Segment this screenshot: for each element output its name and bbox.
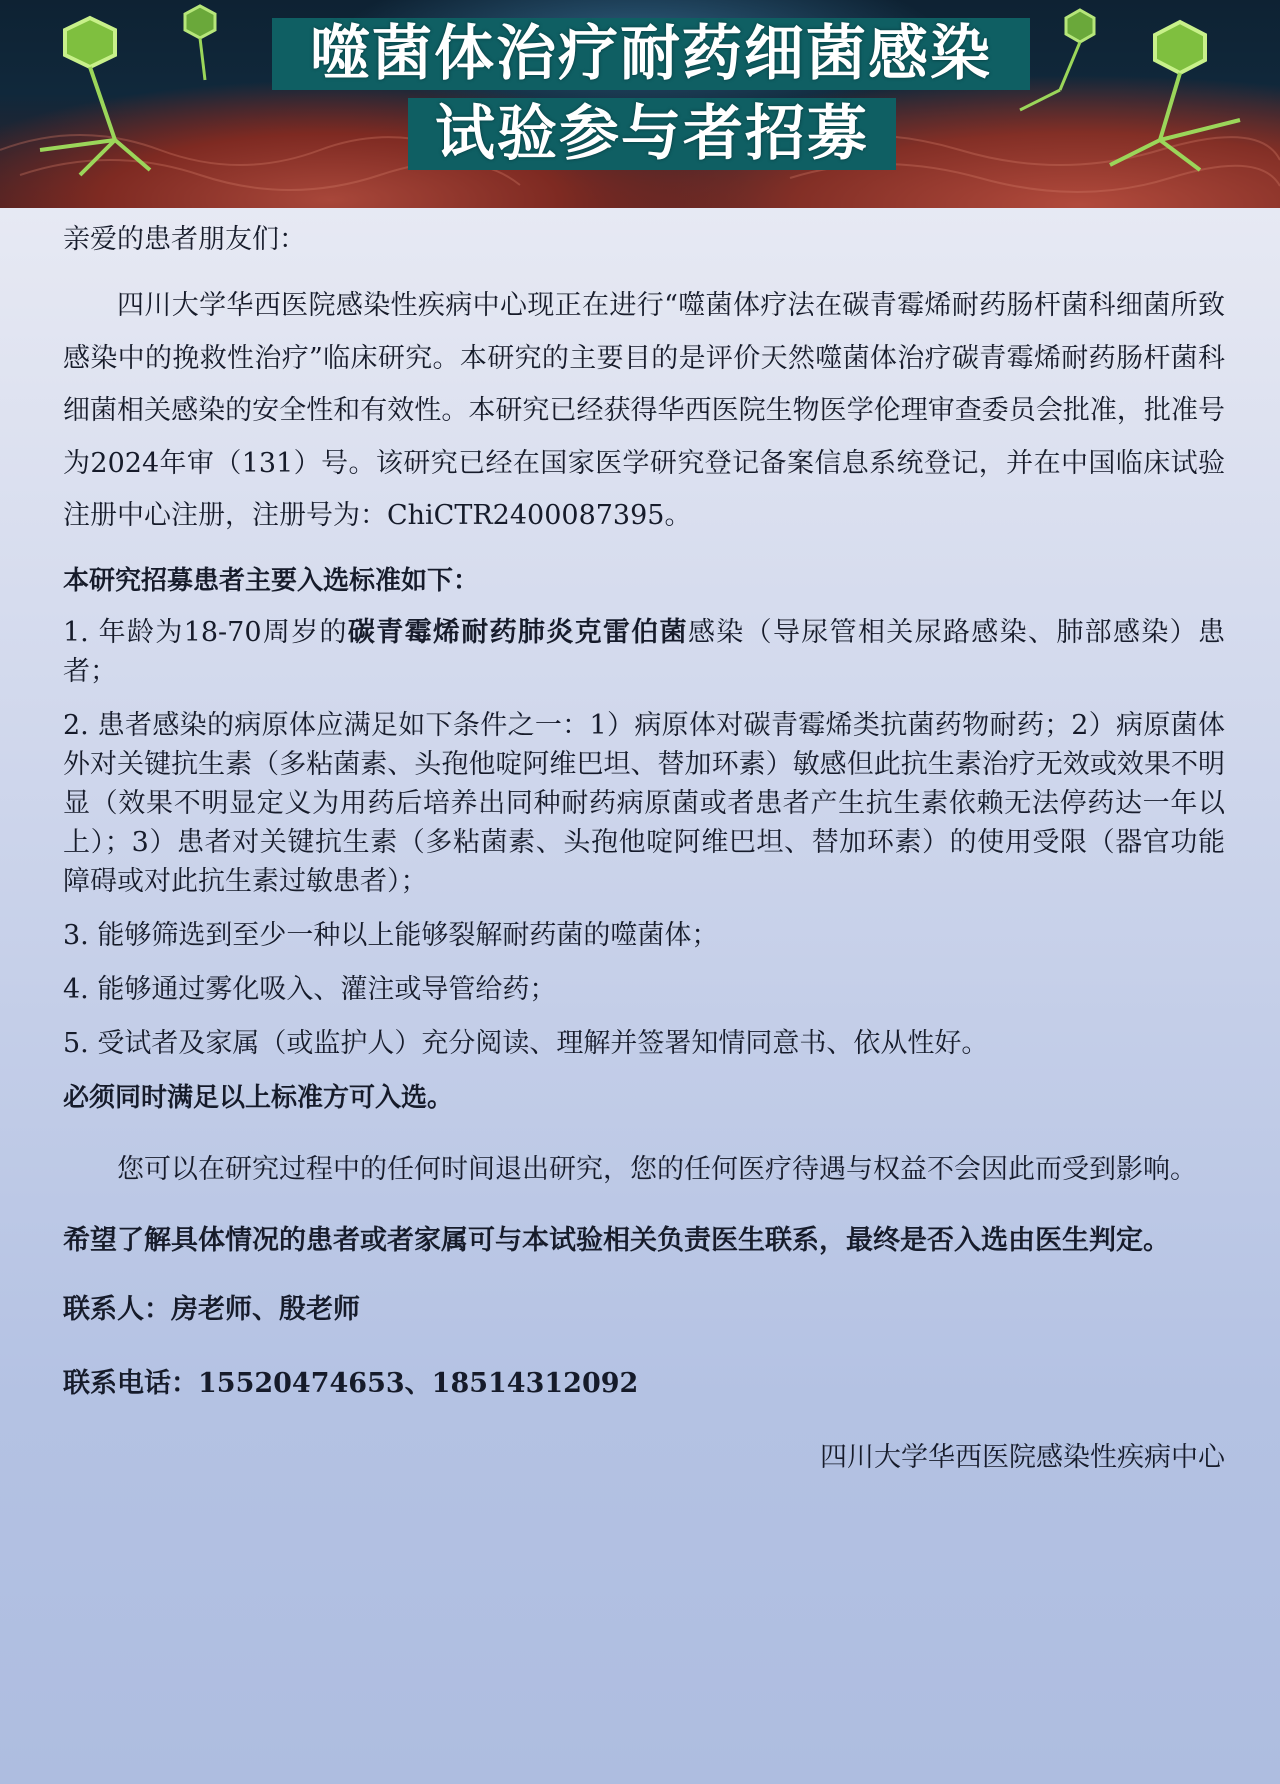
contact-phone: 联系电话：15520474653、18514312092 <box>63 1368 639 1399</box>
intro-paragraph: 四川大学华西医院感染性疾病中心现正在进行“噬菌体疗法在碳青霉烯耐药肠杆菌科细菌所致感染中的挽救性治疗”临床研究。本研究的主要目的是评价天然噬菌体治疗碳青霉烯耐药肠杆菌科细菌相关感染的安全性和有效性。本研究已经获得华西医院生物医学伦理审查委员会批准，批准号为2024年审（131）号。该研究已经在国家医学研究登记备案信息系统登记，并在中国临床试验注册中心注册，注册号为：ChiCTR2400087395。 <box>63 290 1225 531</box>
greeting: 亲爱的患者朋友们： <box>63 224 306 255</box>
must-meet-note: 必须同时满足以上标准方可入选。 <box>63 1082 454 1113</box>
signature: 四川大学华西医院感染性疾病中心 <box>820 1442 1225 1473</box>
criteria-list <box>63 613 1225 1063</box>
page-subtitle: 试验参与者招募 <box>408 98 896 170</box>
phage-right-icon <box>1110 22 1240 170</box>
header-banner <box>0 0 1280 208</box>
phage-left-icon <box>40 18 150 175</box>
page-title: 噬菌体治疗耐药细菌感染 <box>272 18 1030 90</box>
criterion-3: 3. 能够筛选到至少一种以上能够裂解耐药菌的噬菌体； <box>63 919 719 951</box>
withdraw-paragraph: 您可以在研究过程中的任何时间退出研究，您的任何医疗待遇与权益不会因此而受到影响。 <box>117 1153 1197 1185</box>
criterion-1-prefix: 1. 年龄为18-70周岁的 <box>63 616 348 648</box>
criterion-4: 4. 能够通过雾化吸入、灌注或导管给药； <box>63 973 557 1005</box>
letter-body <box>63 208 1225 1478</box>
criteria-heading: 本研究招募患者主要入选标准如下： <box>63 565 480 596</box>
criterion-2: 2. 患者感染的病原体应满足如下条件之一：1）病原体对碳青霉烯类抗菌药物耐药；2）病原菌体外对关键抗生素（多粘菌素、头孢他啶阿维巴坦、替加环素）敏感但此抗生素治疗无效或效果不明显（效果不明显定义为用药后培养出同种耐药病原菌或者患者产生抗生素依赖无法停药达一年以上）；3）患者对关键抗生素（多粘菌素、头孢他啶阿维巴坦、替加环素）的使用受限（器官功能障碍或对此抗生素过敏患者）； <box>63 709 1225 897</box>
contact-person: 联系人：房老师、殷老师 <box>63 1294 360 1325</box>
contact-doctor-paragraph: 希望了解具体情况的患者或者家属可与本试验相关负责医生联系，最终是否入选由医生判定。 <box>63 1225 1170 1256</box>
criterion-1 <box>63 613 1225 691</box>
criterion-5: 5. 受试者及家属（或监护人）充分阅读、理解并签署知情同意书、依从性好。 <box>63 1027 989 1059</box>
criterion-1-pathogen: 碳青霉烯耐药肺炎克雷伯菌 <box>347 616 688 648</box>
criterion-1-suffix: 感染（导尿管相关尿路感染、肺部感染）患者； <box>63 616 1226 687</box>
